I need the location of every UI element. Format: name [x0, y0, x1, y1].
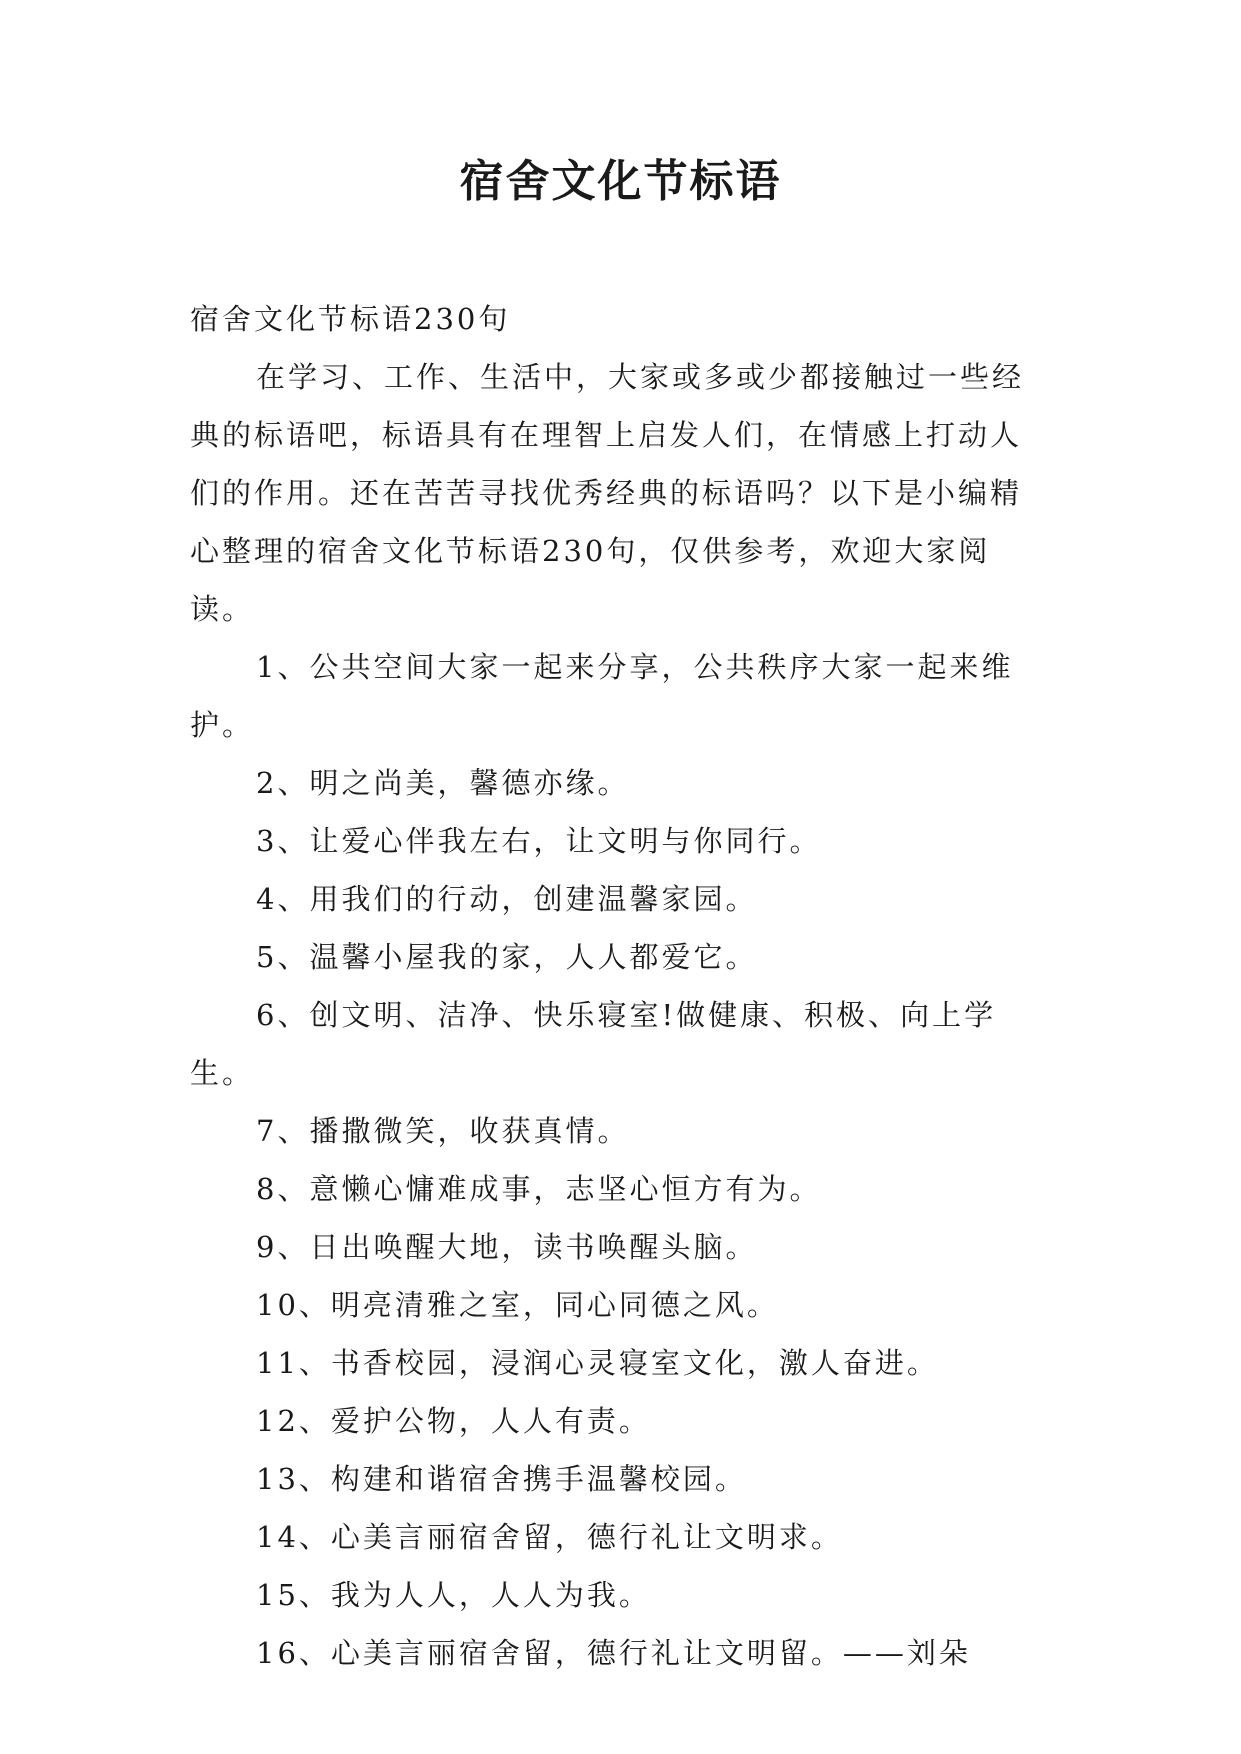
- slogan-item: 1、公共空间大家一起来分享，公共秩序大家一起来维护。: [190, 650, 1014, 742]
- slogan-item: 15、我为人人，人人为我。: [256, 1578, 651, 1612]
- slogan-item: 8、意懒心慵难成事，志坚心恒方有为。: [256, 1172, 822, 1206]
- slogan-item: 7、播撒微笑，收获真情。: [256, 1114, 630, 1148]
- slogan-item: 14、心美言丽宿舍留，德行礼让文明求。: [256, 1520, 843, 1554]
- slogan-item: 10、明亮清雅之室，同心同德之风。: [256, 1288, 779, 1322]
- slogan-item: 6、创文明、洁净、快乐寝室!做健康、积极、向上学生。: [190, 998, 997, 1090]
- slogan-item: 5、温馨小屋我的家，人人都爱它。: [256, 940, 758, 974]
- slogan-item: 12、爱护公物，人人有责。: [256, 1404, 651, 1438]
- slogan-item: 13、构建和谐宿舍携手温馨校园。: [256, 1462, 747, 1496]
- slogan-item: 3、让爱心伴我左右，让文明与你同行。: [256, 824, 822, 858]
- document-title: 宿舍文化节标语: [459, 156, 782, 207]
- slogan-list: [190, 638, 1050, 1682]
- intro-paragraph: 在学习、工作、生活中，大家或多或少都接触过一些经典的标语吧，标语具有在理智上启发人们，在情感上打动人们的作用。还在苦苦寻找优秀经典的标语吗？以下是小编精心整理的宿舍文化节标语230句，仅供参考，欢迎大家阅读。: [190, 360, 1025, 626]
- slogan-item: 11、书香校园，浸润心灵寝室文化，激人奋进。: [256, 1346, 939, 1380]
- slogan-item: 4、用我们的行动，创建温馨家园。: [256, 882, 758, 916]
- slogan-item: 2、明之尚美，馨德亦缘。: [256, 766, 630, 800]
- document-body: [190, 290, 1050, 1682]
- slogan-item: 16、心美言丽宿舍留，德行礼让文明留。——刘朵: [256, 1636, 971, 1670]
- document-subtitle: 宿舍文化节标语230句: [190, 302, 511, 336]
- slogan-item: 9、日出唤醒大地，读书唤醒头脑。: [256, 1230, 758, 1264]
